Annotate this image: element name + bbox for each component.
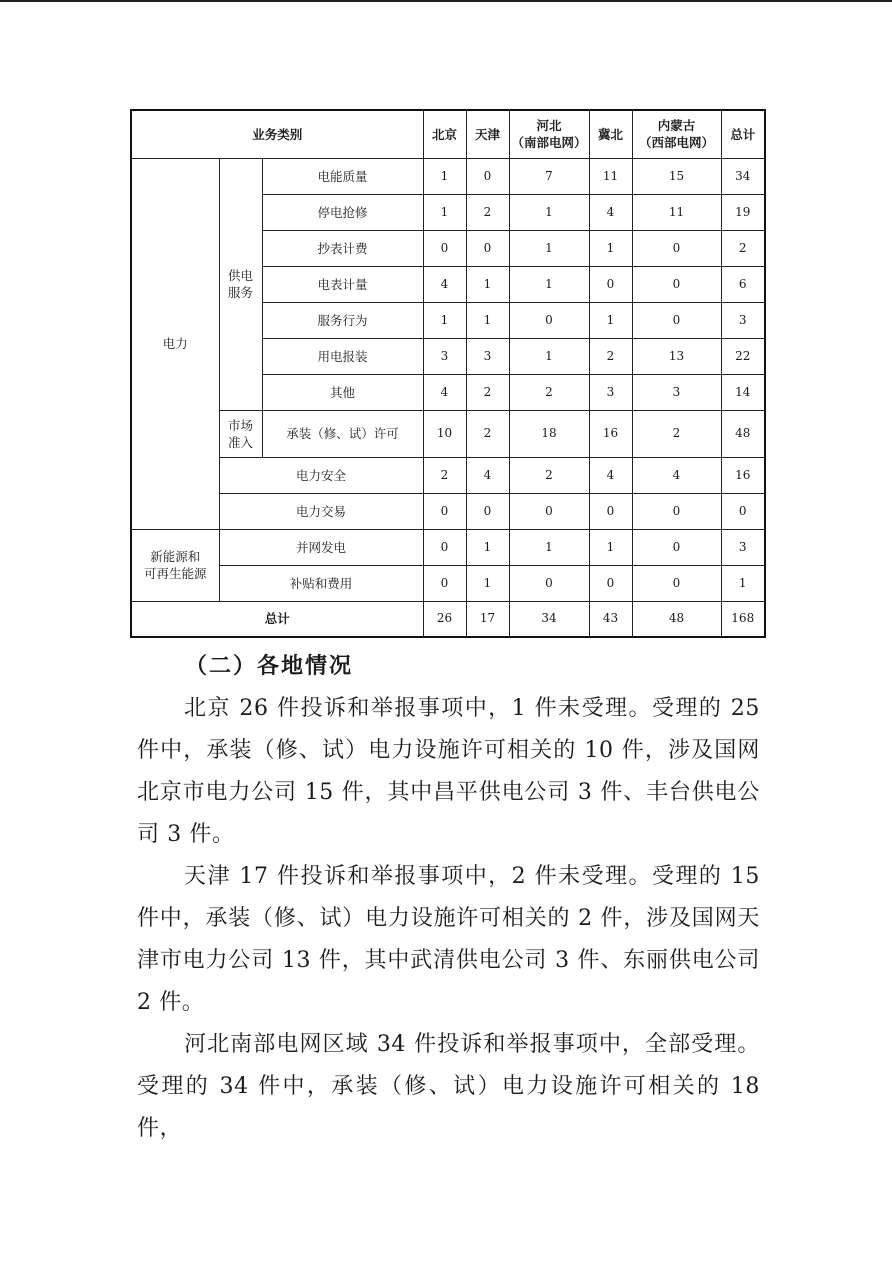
cell-value: 13 (632, 338, 721, 374)
table-row (131, 457, 765, 493)
cell-value: 0 (632, 230, 721, 266)
cell-value: 0 (466, 230, 509, 266)
cell-value: 16 (589, 410, 632, 457)
group-supply-service: 供电 服务 (219, 158, 262, 410)
cell-value: 2 (466, 374, 509, 410)
header-category: 业务类别 (131, 110, 423, 158)
cell-value: 1 (466, 302, 509, 338)
cell-value: 0 (589, 565, 632, 601)
header-region: 内蒙古 （西部电网） (632, 110, 721, 158)
table-row (131, 410, 765, 457)
cell-value: 26 (423, 601, 466, 637)
row-label: 其他 (262, 374, 423, 410)
body-paragraphs (137, 688, 760, 1150)
cell-value: 17 (466, 601, 509, 637)
cell-value: 2 (589, 338, 632, 374)
cell-total: 0 (721, 493, 765, 529)
cell-total: 34 (721, 158, 765, 194)
row-label: 电力安全 (219, 457, 423, 493)
cell-value: 48 (632, 601, 721, 637)
cell-value: 18 (509, 410, 589, 457)
table-row (131, 529, 765, 565)
cell-value: 1 (466, 565, 509, 601)
cell-total: 19 (721, 194, 765, 230)
cell-total: 22 (721, 338, 765, 374)
cell-value: 0 (509, 565, 589, 601)
cell-value: 11 (589, 158, 632, 194)
cell-value: 0 (423, 230, 466, 266)
row-label: 并网发电 (219, 529, 423, 565)
cell-value: 2 (509, 457, 589, 493)
cell-total: 168 (721, 601, 765, 637)
section-heading: （二）各地情况 (185, 653, 354, 679)
cell-value: 1 (466, 266, 509, 302)
cell-value: 0 (466, 158, 509, 194)
cell-value: 1 (466, 529, 509, 565)
table-total-row (131, 601, 765, 637)
cell-value: 1 (509, 266, 589, 302)
cell-value: 11 (632, 194, 721, 230)
header-region: 北京 (423, 110, 466, 158)
cell-value: 0 (589, 266, 632, 302)
cell-value: 1 (509, 230, 589, 266)
row-label: 用电报装 (262, 338, 423, 374)
header-region: 冀北 (589, 110, 632, 158)
cell-value: 4 (589, 457, 632, 493)
cell-value: 3 (466, 338, 509, 374)
table-row (131, 565, 765, 601)
cell-value: 2 (466, 410, 509, 457)
cell-value: 1 (423, 302, 466, 338)
table-row (131, 158, 765, 194)
cell-value: 3 (589, 374, 632, 410)
cell-total: 2 (721, 230, 765, 266)
cell-value: 0 (632, 565, 721, 601)
cell-value: 0 (632, 529, 721, 565)
cell-value: 0 (423, 493, 466, 529)
cell-total: 3 (721, 302, 765, 338)
total-label: 总计 (131, 601, 423, 637)
complaint-statistics-table (130, 109, 766, 638)
cell-total: 3 (721, 529, 765, 565)
row-label: 补贴和费用 (219, 565, 423, 601)
cell-value: 43 (589, 601, 632, 637)
cell-total: 16 (721, 457, 765, 493)
cell-value: 15 (632, 158, 721, 194)
group-electric: 电力 (131, 158, 219, 529)
cell-value: 34 (509, 601, 589, 637)
cell-value: 0 (423, 529, 466, 565)
cell-value: 2 (466, 194, 509, 230)
cell-value: 0 (632, 266, 721, 302)
cell-value: 1 (509, 194, 589, 230)
header-region: 河北 （南部电网） (509, 110, 589, 158)
cell-value: 0 (589, 493, 632, 529)
cell-value: 0 (632, 493, 721, 529)
row-label: 电表计量 (262, 266, 423, 302)
cell-value: 3 (423, 338, 466, 374)
row-label: 电能质量 (262, 158, 423, 194)
cell-value: 2 (423, 457, 466, 493)
cell-value: 0 (423, 565, 466, 601)
table-row (131, 493, 765, 529)
cell-value: 1 (589, 230, 632, 266)
cell-value: 4 (423, 266, 466, 302)
cell-value: 2 (509, 374, 589, 410)
cell-value: 4 (589, 194, 632, 230)
group-new-energy: 新能源和 可再生能源 (131, 529, 219, 601)
header-region: 天津 (466, 110, 509, 158)
cell-total: 48 (721, 410, 765, 457)
row-label: 承装（修、试）许可 (262, 410, 423, 457)
row-label: 停电抢修 (262, 194, 423, 230)
cell-value: 0 (632, 302, 721, 338)
cell-total: 14 (721, 374, 765, 410)
row-label: 抄表计费 (262, 230, 423, 266)
row-label: 电力交易 (219, 493, 423, 529)
cell-value: 1 (509, 529, 589, 565)
row-label: 服务行为 (262, 302, 423, 338)
cell-total: 6 (721, 266, 765, 302)
cell-value: 1 (423, 158, 466, 194)
cell-value: 2 (632, 410, 721, 457)
header-total: 总计 (721, 110, 765, 158)
cell-value: 3 (632, 374, 721, 410)
paragraph-hebei: 河北南部电网区域 34 件投诉和举报事项中，全部受理。受理的 34 件中，承装（修、试）电力设施许可相关的 18 件， (137, 1032, 760, 1141)
cell-value: 7 (509, 158, 589, 194)
cell-value: 0 (466, 493, 509, 529)
group-market-access: 市场 准入 (219, 410, 262, 457)
paragraph-tianjin: 天津 17 件投诉和举报事项中，2 件未受理。受理的 15 件中，承装（修、试）电力设施许可相关的 2 件，涉及国网天津市电力公司 13 件，其中武清供电公司 3 件、东丽供电公司 2 件。 (137, 864, 760, 1015)
paragraph-beijing: 北京 26 件投诉和举报事项中，1 件未受理。受理的 25 件中，承装（修、试）电力设施许可相关的 10 件，涉及国网北京市电力公司 15 件，其中昌平供电公司 3 件、丰台供电公司 3 件。 (137, 696, 760, 847)
cell-value: 0 (509, 493, 589, 529)
cell-value: 10 (423, 410, 466, 457)
cell-total: 1 (721, 565, 765, 601)
page-top-border (0, 0, 892, 2)
cell-value: 4 (466, 457, 509, 493)
cell-value: 1 (509, 338, 589, 374)
cell-value: 1 (423, 194, 466, 230)
cell-value: 4 (423, 374, 466, 410)
cell-value: 1 (589, 529, 632, 565)
cell-value: 4 (632, 457, 721, 493)
cell-value: 0 (509, 302, 589, 338)
table-header-row (131, 110, 765, 158)
cell-value: 1 (589, 302, 632, 338)
